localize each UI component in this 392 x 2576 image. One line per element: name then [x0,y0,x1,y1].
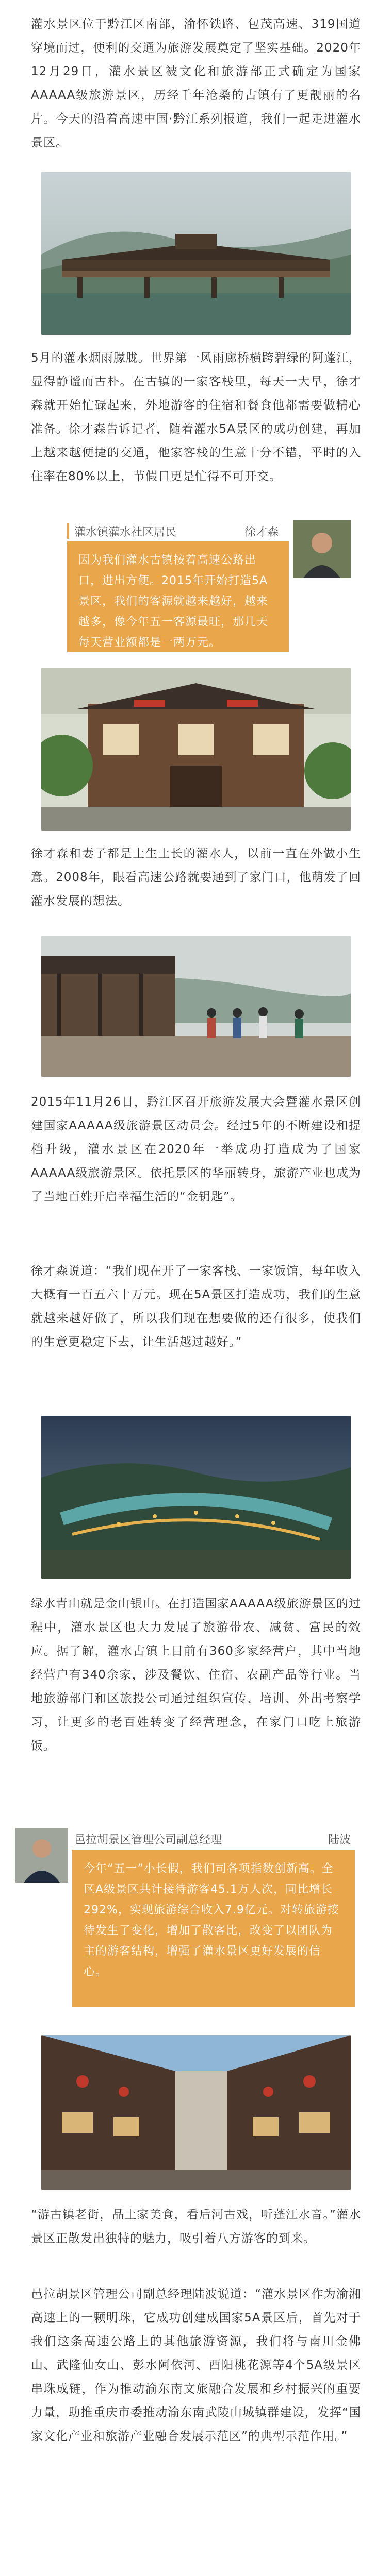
paragraph-xu-income: 徐才森说道：“我们现在开了一家客栈、一家饭馆，每年收入大概有一百五六十万元。现在5A景区打造成功，我们的生意就越来越好做了，所以我们现在想要做的还有很多，使我们的生意更稳定下去，让生活越过越好。” [31,1264,361,1349]
quote-text-lu: 今年“五一”小长假，我们司各项指数创新高。全区A级景区共计接待游客45.1万人次，同比增长292%，实现旅游综合收入7.9亿元。对转旅游接待发生了变化，增加了散客比，改变了以团队为主的游客结构，增强了灌水景区更好发展的信心。 [84,1862,339,1978]
paragraph-tourism-conference: 2015年11月26日，黔江区召开旅游发展大会暨灌水景区创建国家AAAAA级旅游景区动员会。经过5年的不断建设和提档升级，灌水景区在2020年一举成功打造成为了国家AAAAA级旅游景区。依托景区的华丽转身，旅游产业也成为了当地百姓开启幸福生活的“金钥匙”。 [31,1095,361,1204]
avatar-xu [293,520,351,578]
avatar-lu [15,1828,68,1883]
paragraph-inn: 5月的灌水烟雨朦胧。世界第一风雨廊桥横跨碧绿的阿蓬江，显得静谧而古朴。在古镇的一家客栈里，每天一大早，徐才森就开始忙碌起来，外地游客的住宿和餐食他都需要做精心准备。徐才森告诉记者，随着灌水5A景区的成功创建，再加上越来越便捷的交通，他家客栈的生意十分不错，平时的入住率在80%以上，节假日更是忙得不可开交。 [31,351,361,483]
photo-guesthouse [41,668,351,831]
paragraph-lu-statement: 邑拉胡景区管理公司副总经理陆波说道：“灌水景区作为渝湘高速上的一颗明珠，它成功创建成国家5A景区后，首先对于我们这条高速公路上的其他旅游资源，我们将与南川金佛山、武隆仙女山、彭水阿依河、酉阳桃花源等4个5A级景区串珠成链，作为推动渝东南文旅融合发展和乡村振兴的重要力量，助推重庆市委推动渝东南武陵山城镇群建设，发挥“国家文化产业和旅游产业融合发展示范区”的典型示范作用。” [31,2287,361,2443]
quote-header-lu [72,1831,351,1846]
person-photo-xu [293,520,351,578]
paragraph-green-mountains: 绿水青山就是金山银山。在打造国家AAAAA级旅游景区的过程中，灌水景区也大力发展了旅游带农、减贫、富民的效应。据了解，灌水古镇上目前有360多家经营户，其中当地经营户有340余家，涉及餐饮、住宿、农副产品等行业。当地旅游部门和区旅投公司通过组织宣传、培训、外出考察学习，让更多的老百姓转变了经营理念，在家门口吃上旅游饭。 [31,1597,361,1753]
paragraph-intro: 灌水景区位于黔江区南部，渝怀铁路、包茂高速、319国道穿境而过，便利的交通为旅游发展奠定了坚实基础。2020年12月29日，灌水景区被文化和旅游部正式确定为国家AAAAA级旅游景区，历经千年沧桑的古镇有了更靓丽的名片。今天的沿着高速中国·黔江系列报道，我们一起走进灌水景区。 [31,18,361,149]
quote-text-xu: 因为我们灌水古镇按着高速公路出口，进出方便。2015年开始打造5A景区，我们的客源就越来越好，越来越多，像今年五一客源最旺，那几天每天营业额都是一两万元。 [78,554,269,649]
guesthouse-image [41,668,351,831]
photo-tourists-walkway [41,936,351,1077]
photo-old-street [41,2035,351,2190]
quote-accent-bar [67,523,69,539]
photo-covered-bridge [41,172,351,335]
quote2-speaker-name: 陆波 [328,1834,351,1846]
tourists-walkway-image [41,936,351,1077]
quote-speaker-title: 灌水镇灌水社区居民 [74,526,177,539]
quote-speaker-name: 徐才森 [244,526,279,539]
person-photo-lu [15,1828,68,1883]
quote-box-lu [72,1850,355,2007]
paragraph-ancient-street: “游古镇老街，品土家美食，看后河古戏，听蓬江水音。”灌水景区正散发出独特的魅力，吸引着八方游客的到来。 [31,2208,361,2245]
old-street-image [41,2035,351,2190]
covered-bridge-image [41,172,351,335]
aerial-town-image [41,1416,351,1579]
quote2-speaker-title: 邑拉胡景区管理公司副总经理 [74,1834,222,1846]
paragraph-return-home: 徐才森和妻子都是土生土长的灌水人，以前一直在外做小生意。2008年，眼看高速公路就要通到了家门口，他萌发了回灌水发展的想法。 [31,847,361,908]
photo-aerial-town [41,1416,351,1579]
quote-box-xu [67,541,289,652]
